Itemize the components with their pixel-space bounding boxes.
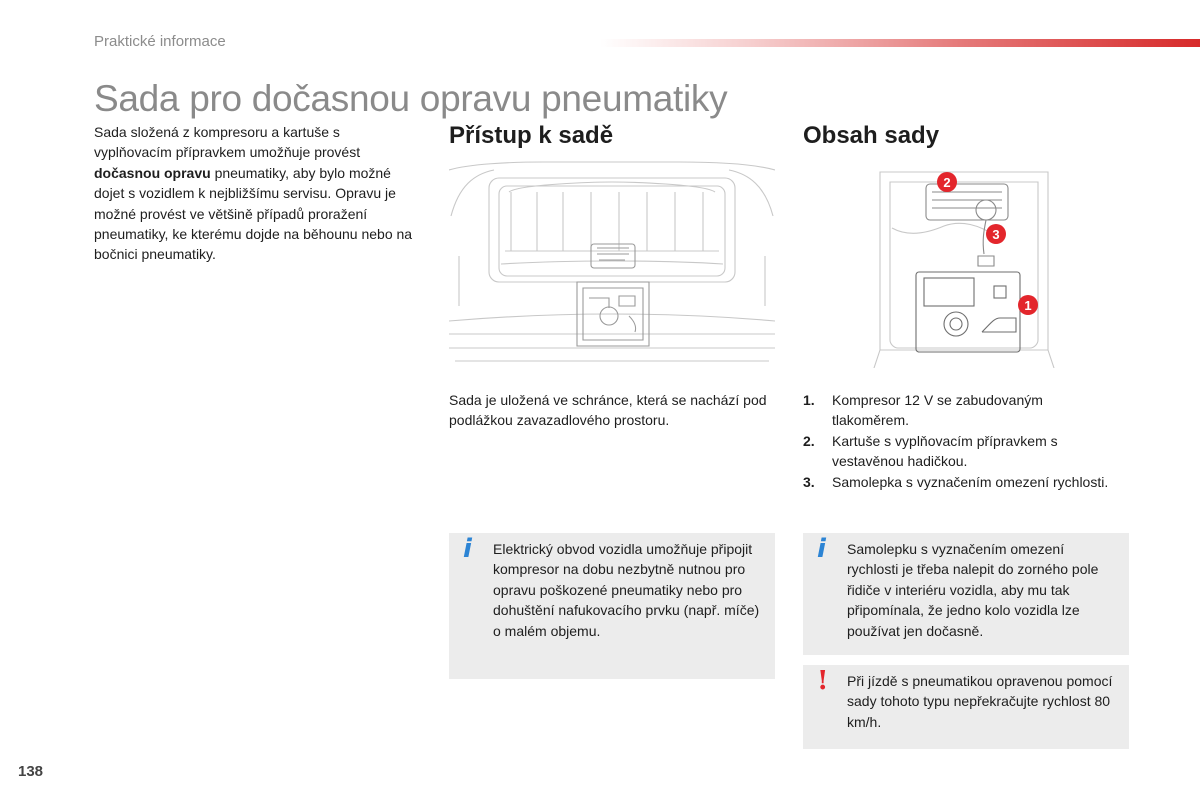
kit-contents-illustration bbox=[870, 168, 1058, 368]
speed-warning-text: Při jízdě s pneumatikou opravenou pomocí sady tohoto typu nepřekračujte rychlost 80 km/h. bbox=[847, 673, 1113, 730]
page-title: Sada pro dočasnou opravu pneumatiky bbox=[94, 78, 728, 119]
header-accent-bar bbox=[600, 39, 1200, 47]
warning-icon: ! bbox=[817, 666, 829, 696]
list-item-number: 3. bbox=[803, 473, 815, 490]
access-caption: Sada je uložená ve schránce, která se nachází pod podlážkou zavazadlového prostoru. bbox=[449, 392, 767, 429]
list-item bbox=[803, 472, 1123, 492]
list-item-text: Kartuše s vyplňovacím přípravkem s vestavěnou hadičkou. bbox=[832, 432, 1058, 470]
page-number: 138 bbox=[18, 763, 44, 780]
trunk-access-illustration bbox=[449, 156, 775, 368]
contents-info-box bbox=[803, 533, 1129, 655]
list-item-text: Samolepka s vyznačením omezení rychlosti. bbox=[832, 473, 1109, 490]
callout-2: 2 bbox=[943, 175, 951, 190]
list-item-number: 2. bbox=[803, 432, 815, 449]
access-info-box bbox=[449, 533, 775, 679]
contents-list bbox=[803, 390, 1123, 492]
intro-text-start: Sada složená z kompresoru a kartuše s vyplňovacím přípravkem umožňuje provést bbox=[94, 124, 361, 161]
contents-info-text: Samolepku s vyznačením omezení rychlosti je třeba nalepit do zorného pole řidiče v interiéru vozidla, aby mu tak připomínala, že jedno kolo vozidla lze používat jen dočasně. bbox=[847, 541, 1099, 639]
info-icon: i bbox=[817, 534, 826, 564]
speed-warning-box bbox=[803, 665, 1129, 749]
list-item-number: 1. bbox=[803, 392, 815, 408]
intro-paragraph bbox=[94, 122, 414, 265]
list-item-text: Kompresor 12 V se zabudovaným tlakoměrem. bbox=[832, 392, 1043, 429]
info-icon: i bbox=[463, 534, 472, 564]
access-info-text: Elektrický obvod vozidla umožňuje připojit kompresor na dobu nezbytně nutnou pro opravu poškozené pneumatiky nebo pro dohuštění nafukovacího prvku (např. míče) o malém objemu. bbox=[493, 541, 760, 639]
list-item bbox=[803, 431, 1123, 472]
access-heading: Přístup k sadě bbox=[449, 122, 614, 149]
section-label: Praktické informace bbox=[94, 33, 226, 50]
callout-1: 1 bbox=[1024, 298, 1032, 313]
list-item bbox=[803, 390, 1123, 431]
intro-bold-term: dočasnou opravu bbox=[94, 164, 211, 181]
intro-text-end: pneumatiky, aby bylo možné dojet s vozidlem k nejbližšímu servisu. Opravu je možné provést ve většině případů proražení pneumatiky, ke kterému dojde na běhounu nebo na bočnici pneumatiky. bbox=[94, 164, 413, 263]
callout-3: 3 bbox=[992, 227, 1000, 242]
callouts bbox=[937, 172, 1038, 315]
contents-heading: Obsah sady bbox=[803, 122, 940, 149]
